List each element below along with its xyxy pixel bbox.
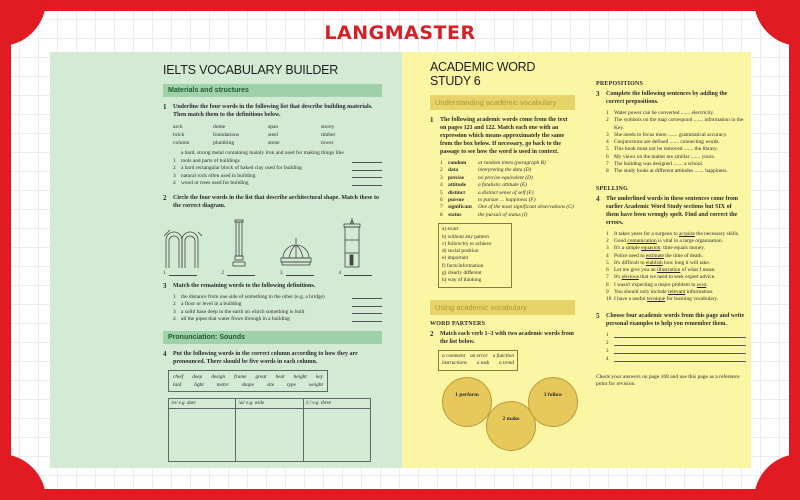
definition-text: all the pipes that water flows through in a building [181, 316, 290, 322]
answer-blank[interactable] [352, 298, 382, 299]
diagram-label [163, 271, 197, 276]
pronunciation-word-box [168, 370, 328, 392]
item-number: 10 [606, 296, 612, 303]
question-3 [596, 90, 746, 106]
spelling-item [606, 253, 746, 260]
underlined-word[interactable]: comunication [627, 237, 657, 244]
underlined-word[interactable]: relevant [667, 289, 686, 296]
collocation-word: an error [470, 352, 488, 359]
question-text: Match each verb 1–3 with two academic words from the list below. [440, 330, 574, 345]
collocation-word-box [438, 350, 518, 371]
item-number: 6 [606, 153, 609, 160]
vocabulary-word[interactable]: arch [173, 124, 183, 130]
item-number: 4 [606, 252, 609, 259]
sentence-text: Good comunication is vital in a large organisation. [614, 237, 724, 244]
spelling-item [606, 282, 746, 289]
item-number: 8 [606, 281, 609, 288]
vocab-row [440, 204, 575, 211]
section-header-pronunciation: Pronunciation: Sounds [163, 331, 382, 344]
vocabulary-word[interactable]: dome [213, 124, 226, 130]
sentence-text: She needs to focus more ....... grammatical accuracy. [614, 131, 728, 138]
sentence-text: Let me give you an illustration of what I mean. [614, 267, 716, 274]
question-text: Underline the four words in the following list that describe building materials. Then match them to the definitions below. [173, 104, 373, 118]
vocabulary-word[interactable]: plumbing [213, 140, 235, 146]
circle-follow: 3 follow [528, 377, 578, 427]
vocabulary-word[interactable]: steel [268, 132, 279, 138]
vocab-row [440, 190, 575, 197]
right-page-column-2 [596, 52, 746, 389]
pronunciation-word: chief [173, 373, 184, 380]
sound-column[interactable] [304, 399, 370, 461]
definition-text: a floor or level in a building [181, 301, 242, 307]
word-row [173, 381, 323, 389]
question-text: Put the following words in the correct column according to how they are pronounced. There should be five words in each column. [173, 350, 358, 365]
vocabulary-word[interactable]: foundations [213, 132, 239, 138]
answer-blank[interactable] [352, 313, 382, 314]
answer-blank[interactable] [614, 337, 746, 338]
vocabulary-word[interactable]: tower [321, 140, 334, 146]
item-number: 5 [606, 146, 609, 153]
definition-text: the distance from one side of something to the other (e.g. a bridge) [181, 293, 325, 300]
vocab-word: status [448, 211, 462, 218]
item-number: 1 [606, 110, 609, 116]
sentence-text: Police need to estimate the time of death. [614, 252, 703, 259]
question-number: 1 [430, 116, 434, 124]
prepositions-list [606, 110, 746, 176]
red-frame-top [0, 0, 800, 11]
pronunciation-word: height [293, 373, 307, 380]
answer-lines [606, 332, 746, 364]
diagram-label [280, 271, 314, 276]
vocab-example: at random times (paragraph B) [478, 160, 546, 166]
item-number: 4 [440, 182, 443, 189]
red-frame-left [0, 0, 11, 500]
answer-line [606, 340, 746, 348]
vocab-word: significant [448, 204, 472, 211]
section-header-understanding: Understanding academic vocabulary [430, 95, 575, 110]
preposition-item [606, 117, 746, 132]
item-number: 4 [338, 270, 341, 276]
sentence-text: The building was designed ....... a school. [614, 161, 704, 168]
vocab-example: interpreting the data (D) [478, 167, 532, 174]
definition-item [173, 150, 382, 165]
preposition-item [606, 168, 746, 175]
item-number: 2 [173, 165, 176, 171]
question-2 [430, 330, 575, 346]
meaning-option: g) clearly different [442, 270, 482, 277]
item-number: 3 [280, 270, 283, 276]
preposition-item [606, 139, 746, 146]
answer-blank[interactable] [352, 170, 382, 171]
page-title: IELTS VOCABULARY BUILDER [163, 63, 339, 77]
item-number: 2 [221, 270, 224, 276]
spelling-item [606, 245, 746, 252]
definition-item [173, 301, 382, 309]
question-text: The following academic words come from the text on pages 121 and 122. Match each one with an expression which means approximately the same from the box below. If necessary, go back to the passage to see how the word is used in context. [440, 117, 568, 155]
vocab-example: to pursue … happiness (F) [478, 197, 536, 204]
column-header: /iː/ e.g. three [304, 399, 370, 409]
vocab-example: no precise equivalent (D) [478, 174, 533, 181]
definition-item [173, 316, 382, 324]
underlined-word[interactable]: obvious [621, 274, 639, 281]
tower-icon [332, 216, 372, 268]
item-number: 3 [440, 174, 443, 181]
vocabulary-word[interactable]: span [268, 124, 279, 130]
question-4 [596, 195, 746, 227]
vocab-word: attitude [448, 182, 466, 189]
pronunciation-word: type [287, 381, 296, 388]
architecture-diagrams [163, 216, 382, 268]
preposition-item [606, 146, 746, 153]
answer-blank[interactable] [352, 306, 382, 307]
sentence-text: This book must not be removed ....... the library. [614, 146, 718, 153]
vocab-row [440, 167, 575, 174]
definition-item [173, 165, 382, 173]
question-text: Complete the following sentences by adding the correct prepositions. [606, 91, 728, 105]
footer-note: Check your answers on page 168 and use this page as a reference point for revision. [596, 373, 740, 388]
corner-decoration [0, 454, 46, 500]
spelling-item [606, 231, 746, 238]
item-number: 1 [173, 157, 176, 164]
sentence-text: Water power can be converted ....... electricity. [614, 110, 715, 116]
vocab-example: One of the most significant observations (G) [478, 204, 574, 211]
vocabulary-table [440, 160, 575, 219]
item-number: 4 [606, 139, 609, 146]
dome-icon [276, 216, 316, 268]
answer-blank[interactable] [344, 275, 372, 276]
item-number: 7 [606, 161, 609, 168]
answer-line [606, 332, 746, 340]
underlined-word[interactable]: ocur [696, 281, 707, 288]
vocab-example: the pursuit of status (I) [478, 211, 528, 218]
red-frame-bottom [0, 489, 800, 500]
item-number: 3 [606, 131, 609, 138]
spelling-heading: SPELLING [596, 185, 628, 192]
page-title: ACADEMIC WORD STUDY 6 [430, 60, 536, 88]
diagram-label [222, 271, 256, 276]
question-text: Match the remaining words to the following definitions. [173, 282, 316, 289]
answer-blank[interactable] [352, 162, 382, 163]
item-number: 7 [606, 274, 609, 281]
underlined-word[interactable]: etablish [645, 259, 663, 266]
item-number: 1 [440, 160, 443, 166]
item-number: 3 [173, 308, 176, 315]
column-header: /aɪ/ e.g. wide [236, 399, 302, 409]
sentence-text: It's a simple equasion: time equals money. [614, 245, 705, 252]
question-number: 3 [163, 281, 167, 290]
question-number: 4 [596, 194, 600, 203]
pronunciation-word: deep [192, 373, 203, 380]
item-number: 6 [440, 197, 443, 204]
sentence-text: I wasn't expecting a major problem to ocur. [614, 281, 708, 288]
item-number: 1 [173, 293, 176, 300]
item-number: 6 [606, 267, 609, 274]
vocabulary-word[interactable]: timber [321, 132, 336, 138]
verb-circles [430, 377, 575, 455]
sentence-text: It's obvious that we need to seek expert advice. [614, 274, 716, 281]
item-number: 1 [163, 270, 166, 276]
answer-line [606, 356, 746, 364]
definition-text: natural rock often used in building [181, 172, 256, 179]
collocation-word: instructions [442, 360, 468, 367]
item-number: 8 [606, 168, 609, 175]
question-3 [163, 282, 382, 290]
item-number: 5 [440, 189, 443, 196]
underlined-word[interactable]: tecnique [646, 296, 666, 303]
answer-blank[interactable] [227, 275, 255, 276]
preposition-item [606, 154, 746, 161]
meanings-box [438, 223, 512, 287]
question-number: 2 [430, 329, 434, 338]
underlined-word[interactable]: estimate [645, 252, 664, 259]
right-page-column-1 [430, 52, 575, 455]
section-header-materials: Materials and structures [163, 84, 382, 97]
sound-column[interactable] [236, 399, 303, 461]
pronunciation-word: design [211, 373, 226, 380]
meaning-option: a) exact [442, 226, 459, 233]
circle-make: 2 make [486, 401, 536, 451]
circle-perform: 1 perform [442, 377, 492, 427]
item-number: 4 [173, 180, 176, 186]
vocabulary-word[interactable]: stone [268, 140, 280, 146]
pronunciation-word: site [266, 381, 275, 388]
pronunciation-word: light [194, 381, 204, 388]
vocab-word: random [448, 160, 467, 166]
underlined-word[interactable]: illustration [656, 267, 681, 274]
item-number: 8 [440, 211, 443, 218]
vocab-row [440, 212, 575, 219]
question-text: The underlined words in these sentences come from earlier Academic Word Study sections but SIX of them have been wrongly spelt. Find and correct the errors. [606, 195, 739, 226]
red-frame-right [789, 0, 800, 500]
answer-blank[interactable] [169, 275, 197, 276]
word-row [173, 373, 323, 381]
item-number: 2 [606, 117, 609, 124]
pronunciation-word: weight [308, 381, 323, 388]
word-list [173, 123, 382, 147]
item-number: 4 [173, 316, 176, 322]
sentence-text: I have a useful tecnique for learning vocabulary. [614, 296, 719, 303]
answer-blank[interactable] [614, 345, 746, 346]
meaning-option: e) important [442, 255, 469, 262]
collocation-word: a trend [499, 360, 514, 367]
vocab-word: precise [448, 174, 465, 181]
meaning-option: c) follow/try to achieve [442, 240, 492, 247]
sentence-text: My views on the matter are similar ....... yours. [614, 153, 715, 160]
definition-item [173, 173, 382, 181]
pronunciation-word: shape [241, 381, 254, 388]
spelling-item [606, 296, 746, 303]
arch-icon [163, 216, 203, 268]
sentence-text: Conjunctions are defined ....... connecting words. [614, 139, 720, 146]
definition-list [173, 150, 382, 188]
definition-list [173, 294, 382, 324]
pronunciation-word: laid [173, 381, 182, 388]
question-1 [163, 103, 382, 119]
vocab-example: a distinct sense of self (F) [478, 189, 534, 196]
definition-item [173, 180, 382, 188]
answer-line [606, 348, 746, 356]
item-number: 2 [606, 340, 609, 346]
answer-blank[interactable] [614, 361, 746, 362]
underlined-word[interactable]: acquire [679, 230, 695, 237]
diagram-label [339, 271, 373, 276]
definition-item [173, 309, 382, 317]
vocab-word: distinct [448, 189, 466, 196]
vocabulary-word[interactable]: storey [321, 124, 335, 130]
meaning-option: f) facts/information [442, 262, 484, 269]
brand-logo: LANGMASTER [324, 22, 476, 44]
definition-text: wood or trees used for building [181, 180, 249, 186]
pronunciation-word: heat [275, 373, 285, 380]
sentence-text: It's difficult to etablish how long it will take. [614, 259, 710, 266]
question-1 [430, 116, 575, 156]
question-number: 1 [163, 103, 167, 111]
answer-blank[interactable] [352, 321, 382, 322]
item-number: 3 [173, 172, 176, 179]
pronunciation-word: key [315, 373, 323, 380]
spelling-list [606, 231, 746, 304]
sentence-text: It takes years for a surgeon to acquire the necessary skills. [614, 230, 740, 237]
sentence-text: The study looks at different attitudes ....... happiness. [614, 168, 728, 175]
spelling-item [606, 267, 746, 274]
answer-blank[interactable] [286, 275, 314, 276]
left-page [50, 52, 402, 468]
collocation-word: a function [492, 352, 514, 359]
vocabulary-word[interactable]: column [173, 140, 190, 146]
spelling-item [606, 238, 746, 245]
definition-text: a hard rectangular block of baked clay used for building [181, 165, 302, 171]
word-row [442, 353, 514, 361]
item-number: 2 [173, 301, 176, 307]
answer-blank[interactable] [352, 177, 382, 178]
item-number: 2 [606, 237, 609, 244]
column-header: /eɪ/ e.g. date [169, 399, 235, 409]
pronunciation-word: frame [234, 373, 247, 380]
question-2 [163, 194, 382, 210]
vocab-word: data [448, 167, 459, 174]
question-text: Circle the four words in the list that describe architectural shape. Match these to the correct diagram. [173, 194, 379, 209]
diagram-answer-blanks [163, 271, 382, 276]
item-number: 7 [440, 204, 443, 211]
right-page [402, 52, 751, 468]
definition-text: a solid base deep in the earth on which something is built [181, 308, 305, 315]
sound-column[interactable] [169, 399, 236, 461]
item-number: 1 [606, 332, 609, 338]
vocabulary-word[interactable]: brick [173, 132, 185, 138]
question-number: 2 [163, 193, 167, 202]
word-partners-heading: WORD PARTNERS [430, 320, 486, 327]
column-icon [219, 216, 259, 268]
item-number: 4 [606, 356, 609, 362]
item-number: 9 [606, 289, 609, 296]
definition-text: a hard, strong metal containing mainly iron and used for making things like tools and parts of buildings [181, 150, 344, 164]
vocab-example: a fatalistic attitude (E) [478, 182, 527, 189]
pronunciation-word: metre [216, 381, 229, 388]
item-number: 2 [440, 167, 443, 174]
vocab-word: pursue [448, 197, 464, 204]
item-number: 5 [606, 259, 609, 266]
question-number: 5 [596, 311, 600, 320]
word-row [442, 360, 514, 368]
corner-decoration [754, 454, 800, 500]
sentence-text: You should only include relevant information. [614, 289, 714, 296]
section-header-using: Using academic vocabulary [430, 300, 575, 315]
answer-blank[interactable] [614, 353, 746, 354]
meaning-option: h) way of thinking [442, 277, 482, 284]
question-4 [163, 350, 382, 366]
collocation-word: a comment [442, 352, 466, 359]
prepositions-heading: PREPOSITIONS [596, 81, 644, 87]
sentence-text: The symbols on the map correspond ....... information in the Key. [614, 117, 744, 131]
question-number: 3 [596, 90, 600, 98]
definition-item [173, 294, 382, 302]
meaning-option: d) social position [442, 248, 479, 255]
sound-columns-table [168, 398, 371, 462]
item-number: 3 [606, 245, 609, 252]
underlined-word[interactable]: equasion [641, 245, 661, 252]
answer-blank[interactable] [352, 185, 382, 186]
pronunciation-word: great [255, 373, 267, 380]
question-number: 4 [163, 349, 167, 358]
question-5 [596, 312, 746, 328]
spelling-item [606, 274, 746, 281]
question-text: Choose four academic words from this page and write personal examples to help you remember them. [606, 312, 745, 327]
item-number: 3 [606, 348, 609, 354]
collocation-word: a task [476, 360, 490, 367]
vocab-row [440, 182, 575, 189]
meaning-option: b) without any pattern [442, 233, 489, 240]
item-number: 1 [606, 230, 609, 237]
